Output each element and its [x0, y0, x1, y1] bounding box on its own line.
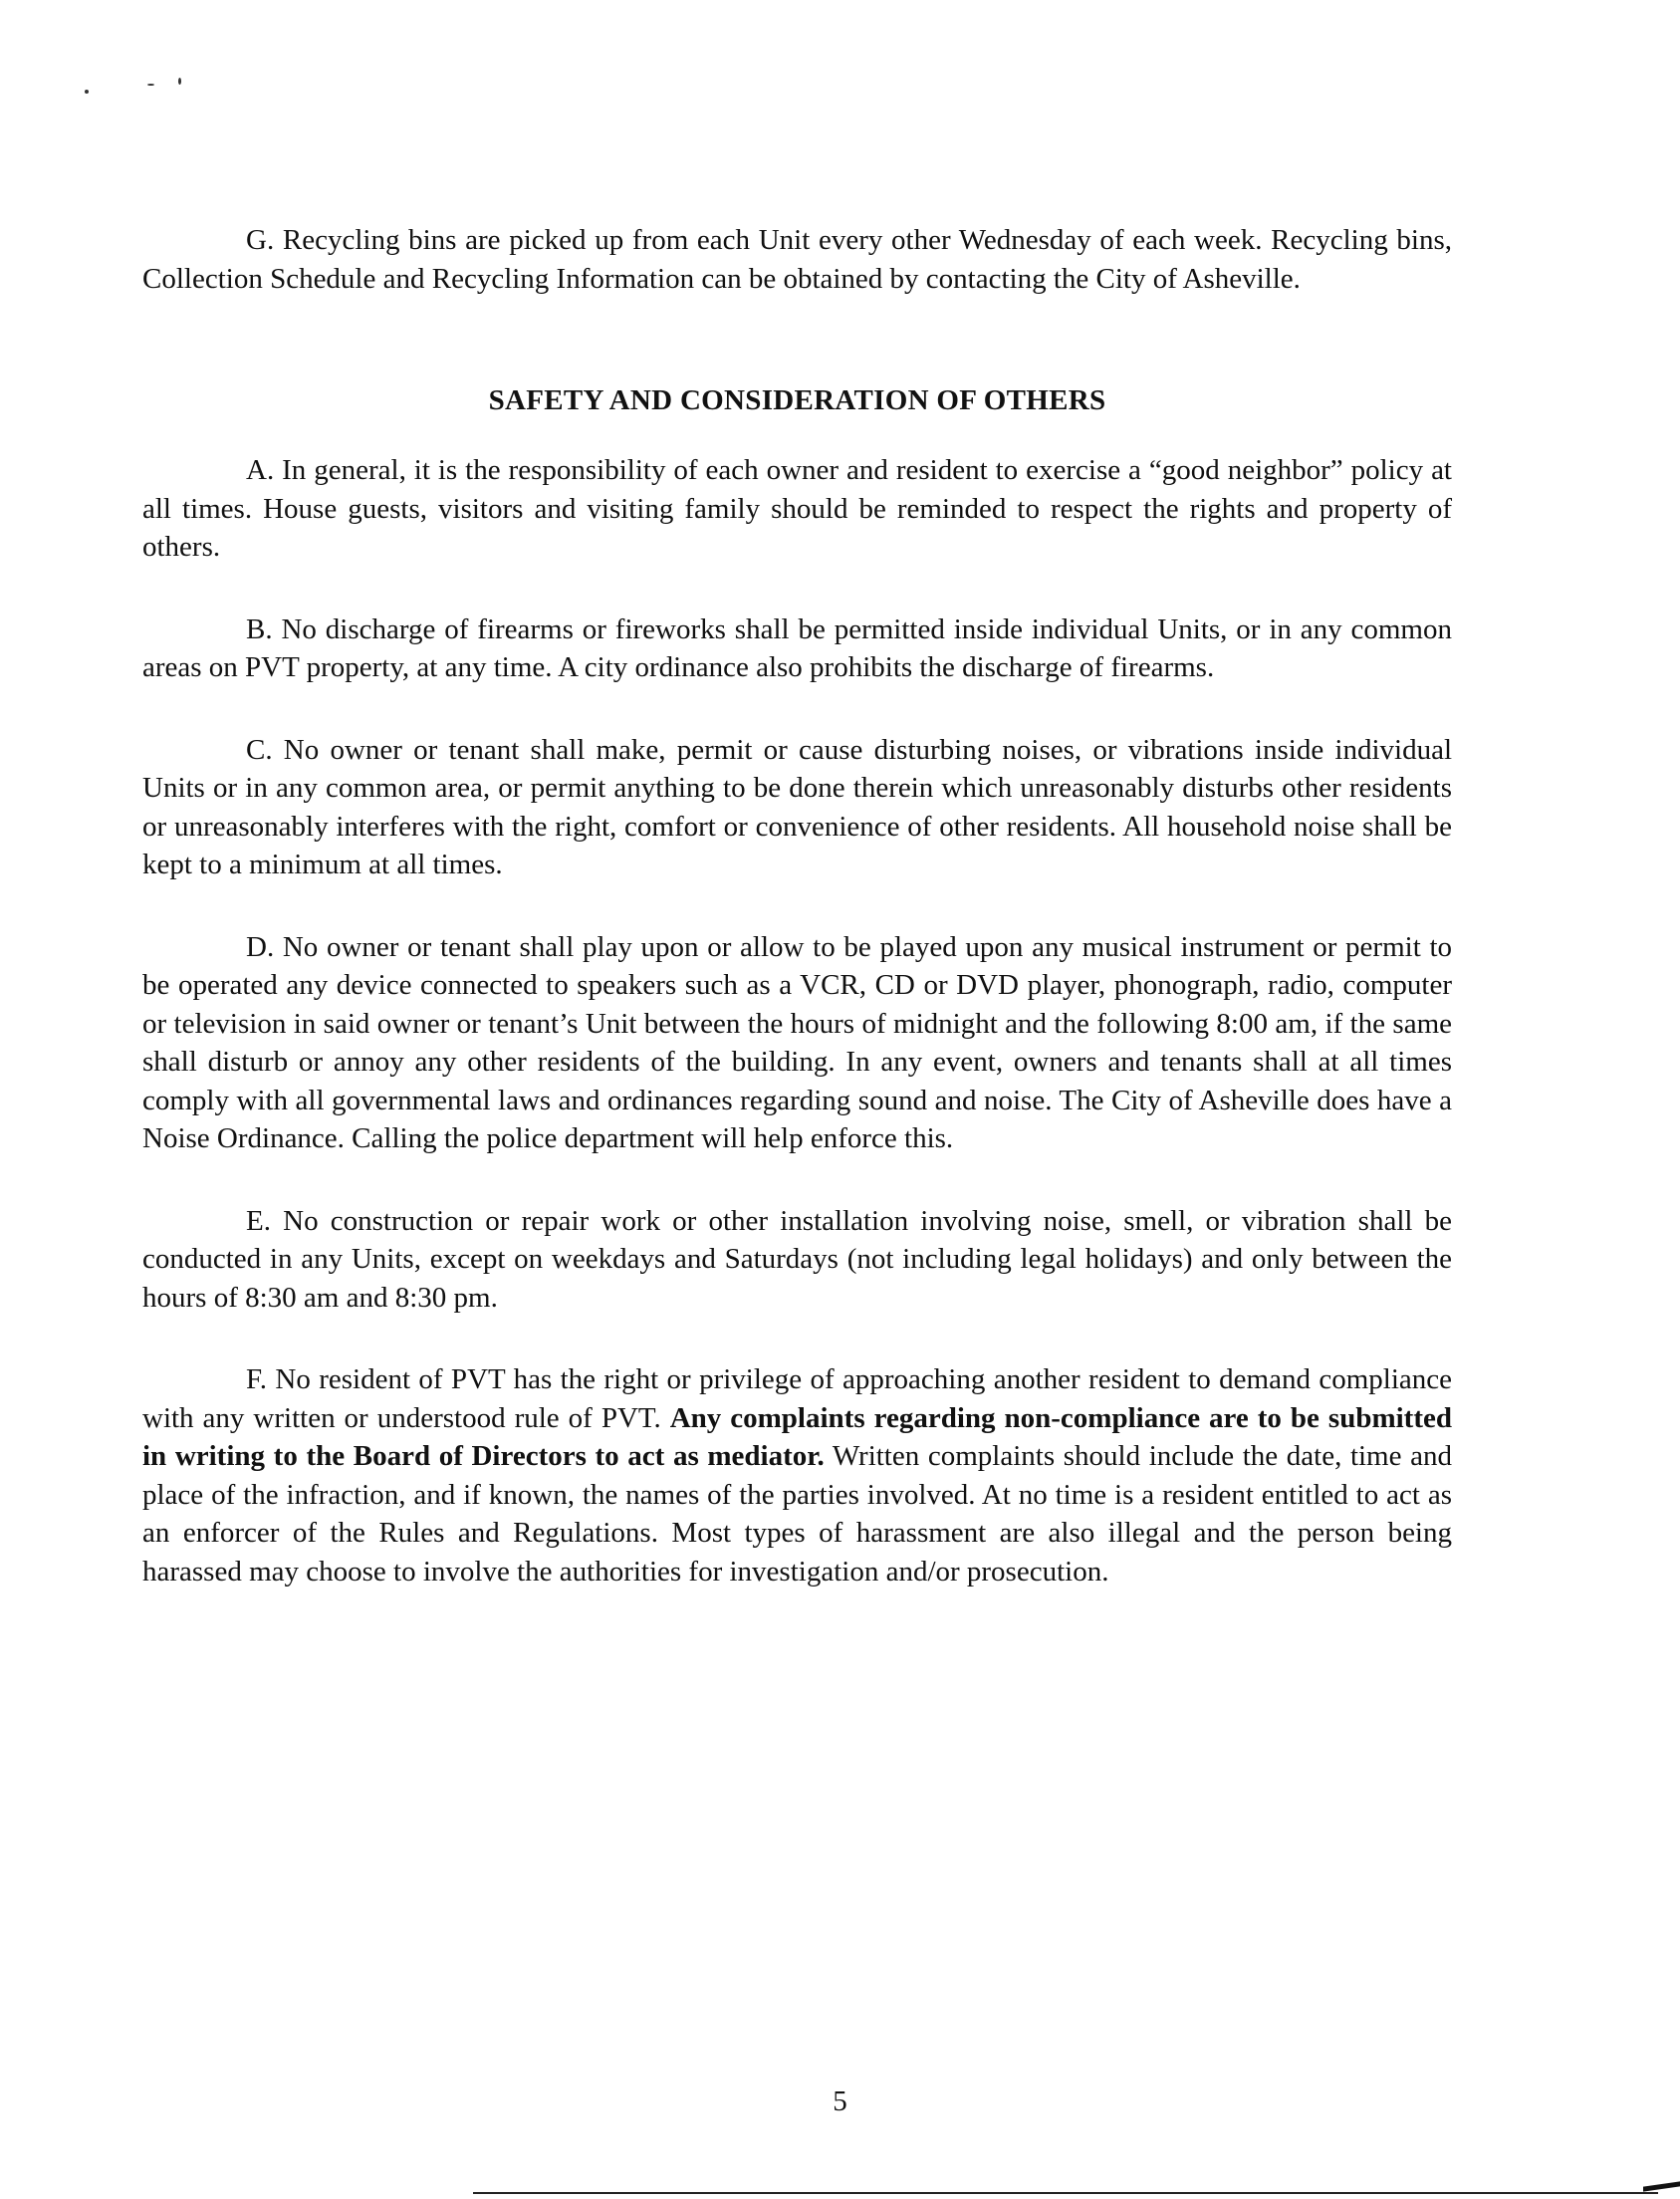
paragraph-a: A. In general, it is the responsibility of each owner and resident to exercise a “good neighbor” policy at all times. House guests, visitors and visiting family should be reminded to respect the rights and property of others. — [142, 454, 1452, 563]
paragraph-b: B. No discharge of firearms or fireworks shall be permitted inside individual Units, or in any common areas on PVT property, at any time. A city ordinance also prohibits the discharge of firearms. — [142, 612, 1452, 683]
page-number: 5 — [833, 2085, 847, 2117]
paragraph-d: D. No owner or tenant shall play upon or allow to be played upon any musical instrument or permit to be operated any device connected to speakers such as a VCR, CD or DVD player, phonograph, radio, computer or television in said owner or tenant’s Unit between the hours of midnight and the following 8:00 am, if the same shall disturb or annoy any other residents of the building. In any event, owners and tenants shall at all times comply with all governmental laws and ordinances regarding sound and noise. The City of Asheville does have a Noise Ordinance. Calling the police department will help enforce this. — [142, 930, 1452, 1154]
paragraph-c: C. No owner or tenant shall make, permit or cause disturbing noises, or vibrations inside individual Units or in any common area, or permit anything to be done therein which unreasonably disturbs other residents or unreasonably interferes with the right, comfort or convenience of other residents. All household noise shall be kept to a minimum at all times. — [142, 733, 1452, 880]
section-heading: SAFETY AND CONSIDERATION OF OTHERS — [488, 384, 1106, 416]
document-body — [142, 221, 1452, 1634]
paragraph-g: G. Recycling bins are picked up from each Unit every other Wednesday of each week. Recycling bins, Collection Schedule and Recycling Information can be obtained by contacting the City of Asheville. — [142, 224, 1452, 295]
scan-specks — [80, 72, 189, 96]
paragraph-f — [142, 1360, 1452, 1590]
paragraph-f-bold-text: Any complaints regarding non-compliance are to be submitted in writing to the Board of Directors to act as mediator. — [142, 1401, 1452, 1472]
paragraph-f-text-start: F. No resident of PVT has the right or privilege of approaching another resident to demand compliance with any written or understood rule of PVT. — [142, 1363, 1452, 1434]
bottom-edge-mark — [1643, 2181, 1680, 2191]
bottom-edge-line — [473, 2192, 1658, 2194]
scan-speck — [85, 90, 89, 94]
scan-speck — [178, 78, 181, 85]
scan-speck — [147, 84, 154, 86]
paragraph-e: E. No construction or repair work or other installation involving noise, smell, or vibration shall be conducted in any Units, except on weekdays and Saturdays (not including legal holidays) and only between the hours of 8:30 am and 8:30 pm. — [142, 1204, 1452, 1314]
paragraph-f-text-end: Written complaints should include the date, time and place of the infraction, and if known, the names of the parties involved. At no time is a resident entitled to act as an enforcer of the Rules and Regulations. Most types of harassment are also illegal and the person being harassed may choose to involve the authorities for investigation and/or prosecution. — [142, 1440, 1452, 1588]
